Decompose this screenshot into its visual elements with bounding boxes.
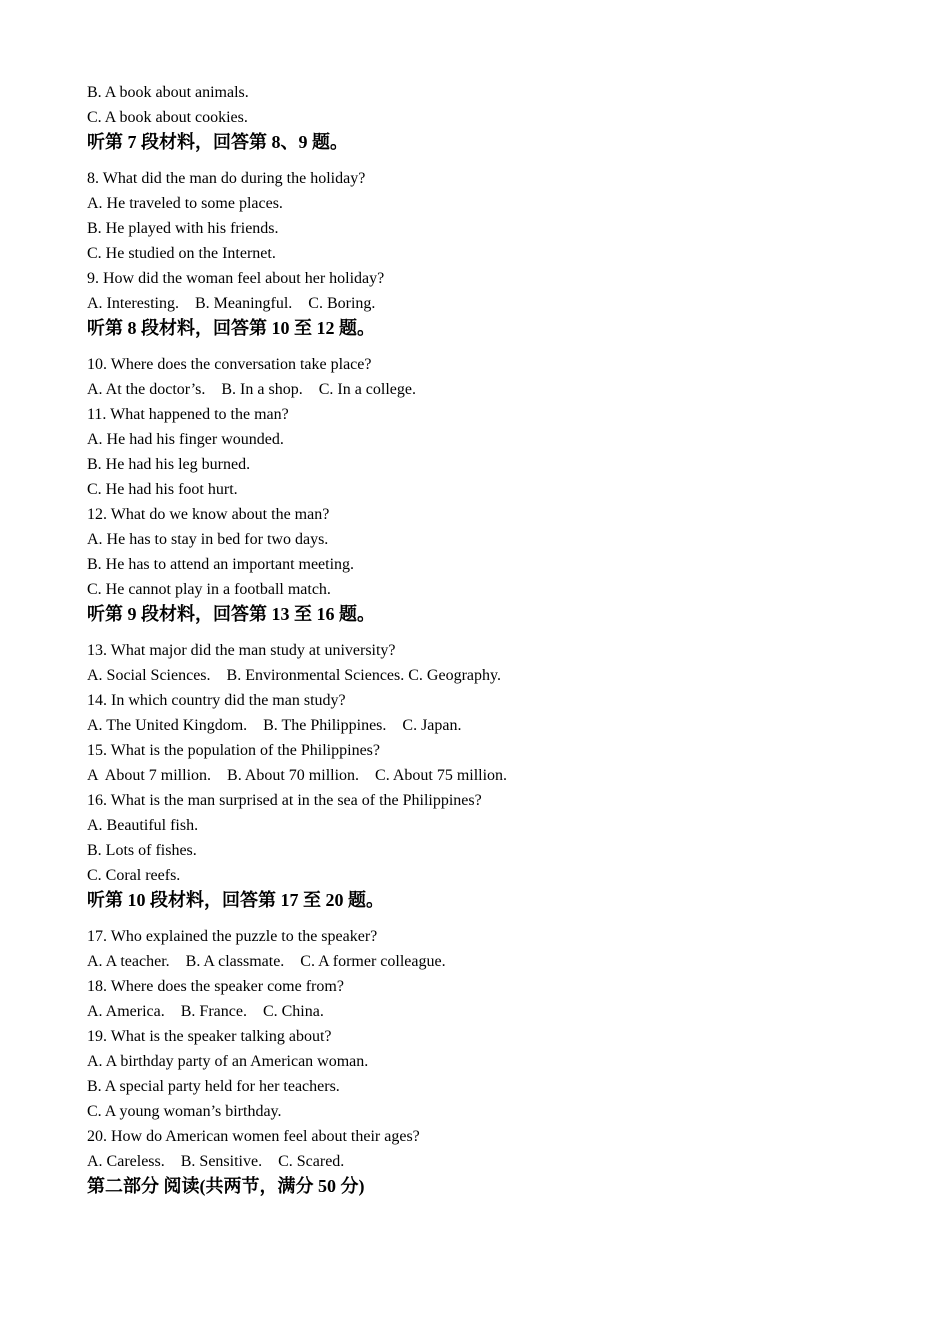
option-line: A. Beautiful fish. — [87, 817, 199, 834]
question-line: 9. How did the woman feel about her holiday? — [87, 270, 385, 287]
option-line: A. He traveled to some places. — [87, 195, 283, 212]
option-line: C. He had his foot hurt. — [87, 481, 238, 498]
question-line: 18. Where does the speaker come from? — [87, 978, 344, 995]
question-line: 11. What happened to the man? — [87, 406, 289, 423]
option-line: A. A teacher. B. A classmate. C. A former colleague. — [87, 953, 446, 970]
section-heading: 听第 8 段材料，回答第 10 至 12 题。 — [87, 318, 375, 338]
document-page — [87, 80, 887, 1199]
option-line: A. Interesting. B. Meaningful. C. Boring. — [87, 295, 376, 312]
question-line: 17. Who explained the puzzle to the speaker? — [87, 928, 378, 945]
option-line: B. A book about animals. — [87, 84, 249, 101]
question-line: 10. Where does the conversation take place? — [87, 356, 372, 373]
option-line: C. Coral reefs. — [87, 867, 181, 884]
option-line: B. He had his leg burned. — [87, 456, 251, 473]
section-heading: 听第 7 段材料，回答第 8、9 题。 — [87, 132, 348, 152]
option-line: B. A special party held for her teachers. — [87, 1078, 340, 1095]
option-line: C. A young woman’s birthday. — [87, 1103, 282, 1120]
option-line: A. Social Sciences. B. Environmental Sciences. C. Geography. — [87, 667, 501, 684]
part-heading: 第二部分 阅读(共两节，满分 50 分) — [87, 1176, 365, 1196]
option-line: A. The United Kingdom. B. The Philippines. C. Japan. — [87, 717, 462, 734]
option-line: C. He studied on the Internet. — [87, 245, 276, 262]
option-line: B. He has to attend an important meeting. — [87, 556, 355, 573]
option-line: A. A birthday party of an American woman. — [87, 1053, 369, 1070]
section-heading: 听第 9 段材料，回答第 13 至 16 题。 — [87, 604, 375, 624]
section-heading: 听第 10 段材料，回答第 17 至 20 题。 — [87, 890, 384, 910]
option-line: A About 7 million. B. About 70 million. C. About 75 million. — [87, 767, 508, 784]
question-line: 12. What do we know about the man? — [87, 506, 330, 523]
option-line: A. At the doctor’s. B. In a shop. C. In a college. — [87, 381, 416, 398]
question-line: 8. What did the man do during the holiday? — [87, 170, 366, 187]
option-line: A. America. B. France. C. China. — [87, 1003, 324, 1020]
question-line: 16. What is the man surprised at in the sea of the Philippines? — [87, 792, 482, 809]
question-line: 20. How do American women feel about their ages? — [87, 1128, 420, 1145]
option-line: B. Lots of fishes. — [87, 842, 197, 859]
question-line: 13. What major did the man study at university? — [87, 642, 396, 659]
option-line: C. He cannot play in a football match. — [87, 581, 331, 598]
question-line: 19. What is the speaker talking about? — [87, 1028, 332, 1045]
option-line: B. He played with his friends. — [87, 220, 279, 237]
question-line: 14. In which country did the man study? — [87, 692, 346, 709]
option-line: A. He had his finger wounded. — [87, 431, 284, 448]
question-line: 15. What is the population of the Philippines? — [87, 742, 380, 759]
option-line: C. A book about cookies. — [87, 109, 248, 126]
option-line: A. He has to stay in bed for two days. — [87, 531, 329, 548]
option-line: A. Careless. B. Sensitive. C. Scared. — [87, 1153, 345, 1170]
